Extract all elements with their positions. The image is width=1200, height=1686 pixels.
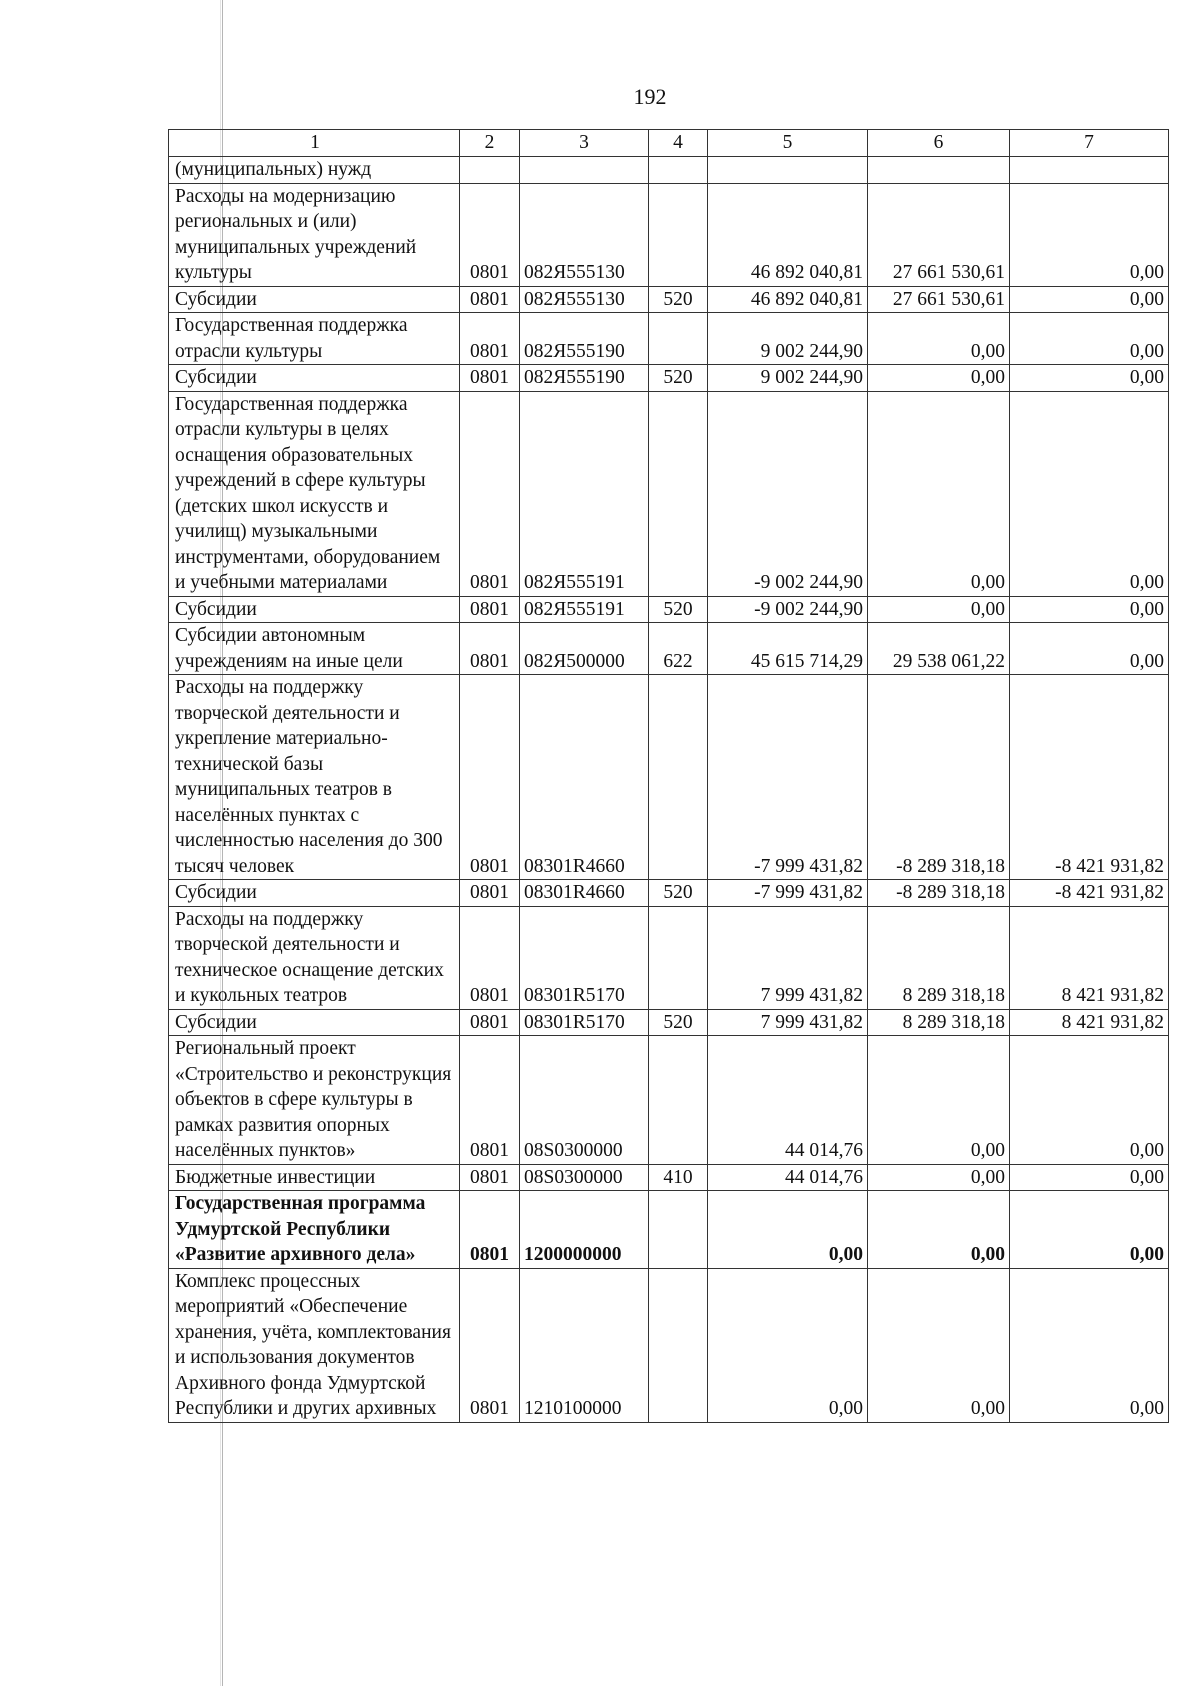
cell-target-article: 082Я555191 (520, 391, 649, 596)
cell-section-code: 0801 (460, 906, 520, 1009)
cell-section-code: 0801 (460, 623, 520, 675)
cell-section-code: 0801 (460, 675, 520, 880)
cell-name: Государственная поддержка отрасли культуры (169, 313, 460, 365)
cell-expense-type: 410 (649, 1164, 708, 1191)
table-row (169, 286, 1169, 313)
header-cell-7: 7 (1010, 130, 1169, 157)
table-row (169, 880, 1169, 907)
cell-name: Государственная поддержка отрасли культуры в целях оснащения образовательных учреждений в сфере культуры (детских школ искусств и училищ) музыкальными инструментами, оборудованием и учебными материалами (169, 391, 460, 596)
cell-target-article: 082Я555130 (520, 286, 649, 313)
cell-expense-type (649, 1268, 708, 1422)
cell-amount-year-1: 0,00 (708, 1191, 868, 1269)
cell-amount-year-2: 27 661 530,61 (868, 183, 1010, 286)
cell-amount-year-2: 8 289 318,18 (868, 906, 1010, 1009)
table-row (169, 157, 1169, 184)
cell-name: Субсидии (169, 880, 460, 907)
cell-amount-year-3: 0,00 (1010, 1191, 1169, 1269)
cell-target-article: 082Я500000 (520, 623, 649, 675)
header-cell-6: 6 (868, 130, 1010, 157)
cell-name: Субсидии (169, 365, 460, 392)
cell-amount-year-1: 9 002 244,90 (708, 313, 868, 365)
cell-amount-year-1: -9 002 244,90 (708, 391, 868, 596)
cell-amount-year-1: 44 014,76 (708, 1164, 868, 1191)
table-row (169, 1164, 1169, 1191)
cell-section-code (460, 157, 520, 184)
cell-amount-year-3: 0,00 (1010, 286, 1169, 313)
cell-target-article: 08301R5170 (520, 906, 649, 1009)
cell-expense-type (649, 1191, 708, 1269)
cell-amount-year-3: 0,00 (1010, 1036, 1169, 1165)
cell-section-code: 0801 (460, 596, 520, 623)
cell-amount-year-1: 44 014,76 (708, 1036, 868, 1165)
cell-amount-year-3: 0,00 (1010, 365, 1169, 392)
cell-expense-type: 520 (649, 365, 708, 392)
header-cell-3: 3 (520, 130, 649, 157)
cell-amount-year-3: 8 421 931,82 (1010, 906, 1169, 1009)
table-row (169, 183, 1169, 286)
table-row (169, 675, 1169, 880)
page-number: 192 (633, 84, 667, 109)
cell-amount-year-2: -8 289 318,18 (868, 880, 1010, 907)
cell-target-article: 082Я555190 (520, 313, 649, 365)
cell-amount-year-1: 7 999 431,82 (708, 1009, 868, 1036)
cell-section-code: 0801 (460, 286, 520, 313)
cell-target-article: 082Я555191 (520, 596, 649, 623)
cell-name: Расходы на модернизацию региональных и (или) муниципальных учреждений культуры (169, 183, 460, 286)
cell-section-code: 0801 (460, 1164, 520, 1191)
table-header-row (169, 130, 1169, 157)
cell-amount-year-1: 9 002 244,90 (708, 365, 868, 392)
cell-amount-year-2 (868, 157, 1010, 184)
cell-amount-year-1: 45 615 714,29 (708, 623, 868, 675)
cell-expense-type (649, 157, 708, 184)
cell-expense-type: 622 (649, 623, 708, 675)
cell-amount-year-1: 0,00 (708, 1268, 868, 1422)
header-cell-2: 2 (460, 130, 520, 157)
cell-amount-year-3: 0,00 (1010, 1268, 1169, 1422)
cell-amount-year-3: 0,00 (1010, 623, 1169, 675)
cell-amount-year-1: -9 002 244,90 (708, 596, 868, 623)
cell-amount-year-3: -8 421 931,82 (1010, 675, 1169, 880)
cell-expense-type (649, 391, 708, 596)
cell-amount-year-2: -8 289 318,18 (868, 675, 1010, 880)
table-row (169, 365, 1169, 392)
cell-amount-year-2: 0,00 (868, 365, 1010, 392)
table-row (169, 1191, 1169, 1269)
cell-name: Расходы на поддержку творческой деятельности и укрепление материально-технической базы муниципальных театров в населённых пунктах с численностью населения до 300 тысяч человек (169, 675, 460, 880)
cell-amount-year-2: 0,00 (868, 313, 1010, 365)
cell-amount-year-2: 0,00 (868, 596, 1010, 623)
cell-expense-type: 520 (649, 286, 708, 313)
table-row (169, 391, 1169, 596)
cell-target-article: 08301R4660 (520, 675, 649, 880)
cell-name: Комплекс процессных мероприятий «Обеспечение хранения, учёта, комплектования и использования документов Архивного фонда Удмуртской Республики и других архивных (169, 1268, 460, 1422)
cell-section-code: 0801 (460, 880, 520, 907)
cell-amount-year-1: 46 892 040,81 (708, 286, 868, 313)
cell-name: Государственная программа Удмуртской Республики «Развитие архивного дела» (169, 1191, 460, 1269)
cell-amount-year-3: 0,00 (1010, 183, 1169, 286)
cell-amount-year-1: -7 999 431,82 (708, 675, 868, 880)
cell-name: Расходы на поддержку творческой деятельности и техническое оснащение детских и кукольных театров (169, 906, 460, 1009)
cell-amount-year-2: 0,00 (868, 1268, 1010, 1422)
cell-amount-year-2: 0,00 (868, 391, 1010, 596)
cell-section-code: 0801 (460, 1191, 520, 1269)
cell-amount-year-3: 0,00 (1010, 596, 1169, 623)
cell-section-code: 0801 (460, 183, 520, 286)
table-row (169, 906, 1169, 1009)
cell-expense-type (649, 906, 708, 1009)
cell-target-article: 082Я555190 (520, 365, 649, 392)
cell-amount-year-2: 0,00 (868, 1036, 1010, 1165)
cell-target-article: 08S0300000 (520, 1036, 649, 1165)
cell-amount-year-1: 46 892 040,81 (708, 183, 868, 286)
cell-target-article: 08301R5170 (520, 1009, 649, 1036)
cell-amount-year-2: 27 661 530,61 (868, 286, 1010, 313)
table-row (169, 596, 1169, 623)
cell-name: Субсидии (169, 286, 460, 313)
cell-amount-year-3: 0,00 (1010, 391, 1169, 596)
cell-section-code: 0801 (460, 1009, 520, 1036)
cell-amount-year-2: 8 289 318,18 (868, 1009, 1010, 1036)
cell-amount-year-1 (708, 157, 868, 184)
cell-target-article: 082Я555130 (520, 183, 649, 286)
cell-amount-year-3: 0,00 (1010, 1164, 1169, 1191)
table-row (169, 1036, 1169, 1165)
table-row (169, 1009, 1169, 1036)
cell-section-code: 0801 (460, 1036, 520, 1165)
cell-amount-year-3: 8 421 931,82 (1010, 1009, 1169, 1036)
cell-amount-year-3: 0,00 (1010, 313, 1169, 365)
cell-expense-type: 520 (649, 880, 708, 907)
cell-expense-type: 520 (649, 596, 708, 623)
table-row (169, 623, 1169, 675)
cell-amount-year-2: 29 538 061,22 (868, 623, 1010, 675)
table-row (169, 313, 1169, 365)
cell-target-article: 08S0300000 (520, 1164, 649, 1191)
budget-table-body (169, 130, 1169, 1423)
cell-amount-year-3 (1010, 157, 1169, 184)
cell-section-code: 0801 (460, 1268, 520, 1422)
cell-name: Бюджетные инвестиции (169, 1164, 460, 1191)
cell-target-article (520, 157, 649, 184)
cell-amount-year-3: -8 421 931,82 (1010, 880, 1169, 907)
cell-amount-year-2: 0,00 (868, 1164, 1010, 1191)
cell-section-code: 0801 (460, 313, 520, 365)
cell-expense-type (649, 1036, 708, 1165)
header-cell-4: 4 (649, 130, 708, 157)
cell-amount-year-1: 7 999 431,82 (708, 906, 868, 1009)
cell-target-article: 08301R4660 (520, 880, 649, 907)
table-row (169, 1268, 1169, 1422)
header-cell-5: 5 (708, 130, 868, 157)
cell-expense-type (649, 675, 708, 880)
cell-name: Субсидии автономным учреждениям на иные цели (169, 623, 460, 675)
cell-amount-year-1: -7 999 431,82 (708, 880, 868, 907)
cell-target-article: 1200000000 (520, 1191, 649, 1269)
cell-name: (муниципальных) нужд (169, 157, 460, 184)
cell-section-code: 0801 (460, 391, 520, 596)
cell-name: Субсидии (169, 596, 460, 623)
cell-section-code: 0801 (460, 365, 520, 392)
cell-name: Субсидии (169, 1009, 460, 1036)
budget-table (168, 129, 1169, 1423)
cell-expense-type (649, 183, 708, 286)
cell-target-article: 1210100000 (520, 1268, 649, 1422)
cell-amount-year-2: 0,00 (868, 1191, 1010, 1269)
cell-name: Региональный проект «Строительство и реконструкция объектов в сфере культуры в рамках развития опорных населённых пунктов» (169, 1036, 460, 1165)
cell-expense-type: 520 (649, 1009, 708, 1036)
header-cell-1: 1 (169, 130, 460, 157)
cell-expense-type (649, 313, 708, 365)
